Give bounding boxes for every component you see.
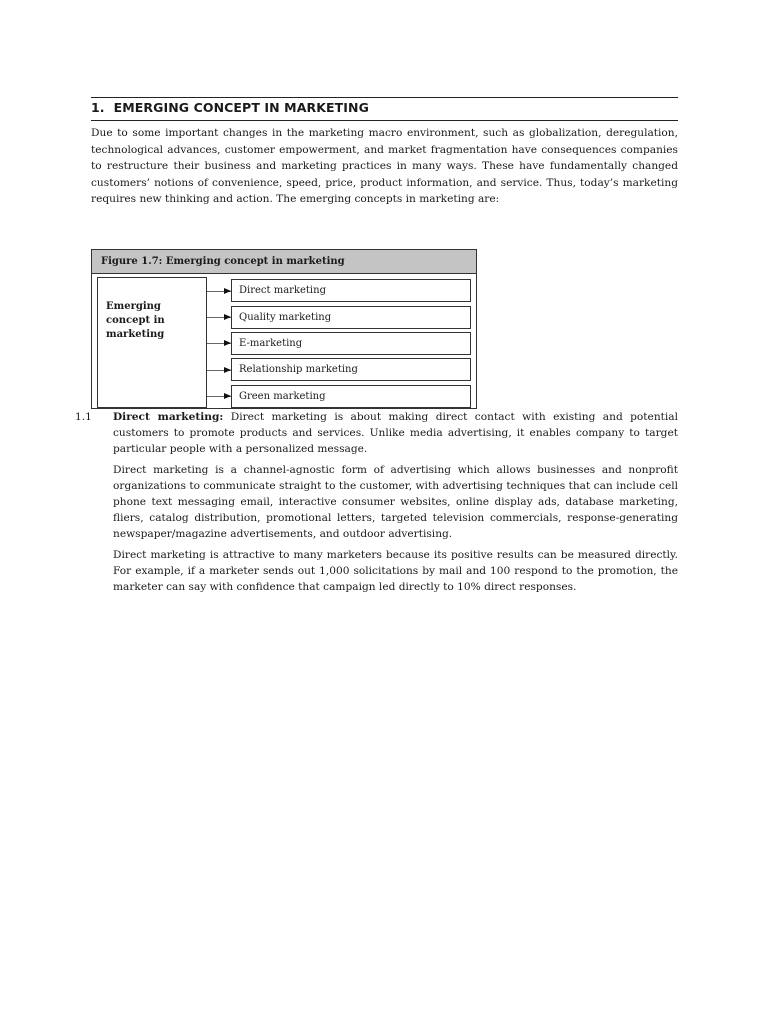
concept-item: E-marketing (231, 332, 471, 355)
arrow-icon (207, 370, 231, 371)
section-direct-marketing (75, 409, 678, 599)
heading-rule-bottom (91, 120, 678, 121)
concept-source-box: Emerging concept in marketing (97, 277, 207, 408)
concept-item: Relationship marketing (231, 358, 471, 381)
arrow-icon (207, 396, 231, 397)
arrow-icon (207, 317, 231, 318)
figure-emerging-concepts (91, 249, 477, 409)
section-paragraph-2: Direct marketing is a channel-agnostic form of advertising which allows businesses and nonprofit organizations to communicate straight to the customer, with advertising techniques that can include cell phone text messaging email, interactive consumer websites, online display ads, database marketing, fliers, catalog distribution, promotional letters, targeted television commercials, response-generating newspaper/magazine advertisements, and outdoor advertising. (113, 463, 678, 541)
section-paragraph-1 (75, 409, 678, 458)
section-paragraph-3: Direct marketing is attractive to many marketers because its positive results can be measured directly. For example, if a marketer sends out 1,000 solicitations by mail and 100 respond to the promotion, the marketer can say with confidence that campaign led directly to 10% direct responses. (113, 548, 678, 594)
intro-paragraph: Due to some important changes in the marketing macro environment, such as globalization, deregulation, technological advances, customer empowerment, and market fragmentation have consequences companies to restructure their business and marketing practices in many ways. These have fundamentally changed customers’ notions of convenience, speed, price, product information, and service. Thus, today’s marketing requires new thinking and action. The emerging concepts in marketing are: (91, 127, 678, 206)
concept-item: Direct marketing (231, 279, 471, 302)
arrow-icon (207, 291, 231, 292)
concept-item: Green marketing (231, 385, 471, 408)
section-number: 1.1 (75, 411, 92, 423)
heading-rule-top (91, 97, 678, 98)
arrow-icon (207, 343, 231, 344)
heading-title: EMERGING CONCEPT IN MARKETING (113, 100, 369, 115)
concept-item: Quality marketing (231, 306, 471, 329)
section-text-1: Direct marketing is about making direct contact with existing and potential customers to promote products and services. Unlike media advertising, it enables company to target particular people with a personalized message. (113, 411, 678, 456)
section-heading (91, 100, 678, 115)
section-term: Direct marketing: (113, 411, 224, 423)
heading-number: 1. (91, 100, 105, 115)
figure-title: Figure 1.7: Emerging concept in marketing (92, 250, 476, 274)
